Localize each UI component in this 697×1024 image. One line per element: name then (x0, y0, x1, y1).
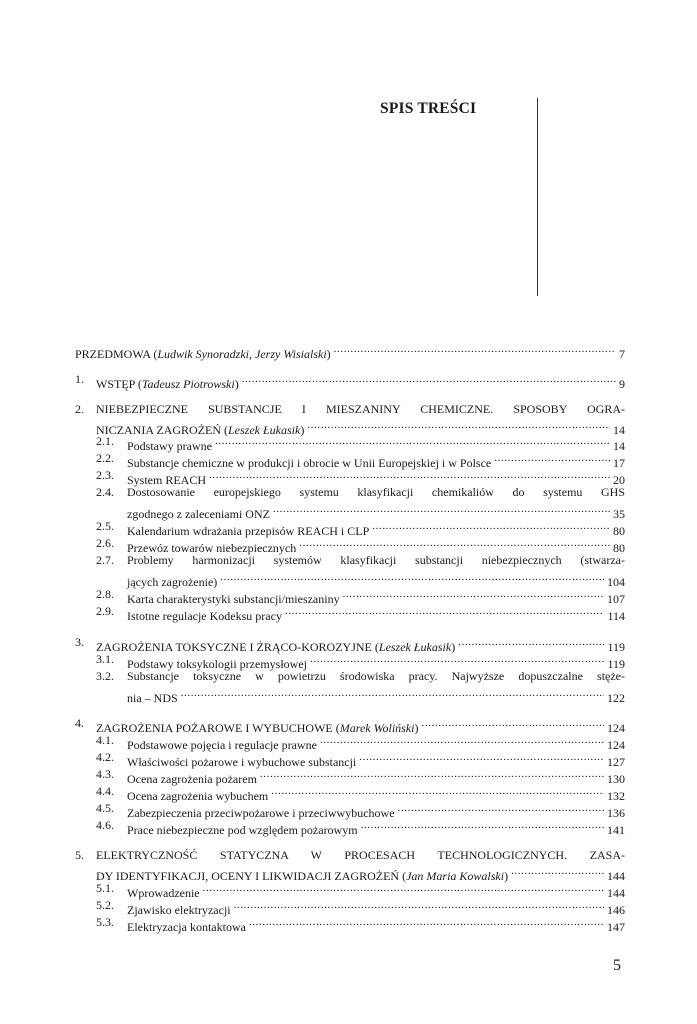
section-number: 4. (75, 716, 84, 730)
page-number: 5 (613, 957, 621, 974)
subsection-number: 2.7. (96, 553, 114, 567)
subsection-number: 3.2. (96, 669, 114, 683)
subsection-number: 2.3. (96, 468, 114, 482)
page-ref: 122 (607, 691, 625, 705)
toc-entry-2-7-line1: Problemy harmonizacji systemów klasyfikacji substancji niebezpiecznych (stwarza- (127, 553, 625, 567)
page-ref: 146 (607, 903, 625, 917)
toc-entry-4-4[interactable]: Ocena zagrożenia wybuchem ..... 132 (127, 782, 625, 800)
dot-leader (271, 782, 604, 800)
dot-leader (215, 432, 610, 450)
subsection-number: 2.2. (96, 451, 114, 465)
section-number: 1. (75, 372, 84, 386)
page-ref: 119 (607, 657, 625, 671)
page-ref: 127 (607, 755, 625, 769)
page-ref: 14 (613, 423, 625, 437)
dot-leader (181, 684, 604, 702)
toc-entry-4-1[interactable]: Podstawowe pojęcia i regulacje prawne ..... 124 (127, 731, 625, 749)
toc-entry-5-1[interactable]: Wprowadzenie ..... 144 (127, 879, 625, 897)
page-ref: 141 (607, 823, 625, 837)
dot-leader (242, 370, 616, 388)
toc-entry-2-5[interactable]: Kalendarium wdrażania przepisów REACH i CLP ..... 80 (127, 517, 625, 535)
dot-leader (220, 568, 604, 586)
page-ref: 9 (619, 377, 625, 391)
subsection-number: 4.3. (96, 767, 114, 781)
subsection-number: 2.8. (96, 587, 114, 601)
toc-entry-2-2[interactable]: Substancje chemiczne w produkcji i obrocie w Unii Europejskiej i w Polsce ..... 17 (127, 449, 625, 467)
dot-leader (494, 449, 610, 467)
page-ref: 20 (613, 473, 625, 487)
section-number: 2. (75, 402, 84, 416)
subsection-number: 4.4. (96, 784, 114, 798)
toc-entry-1[interactable]: WSTĘP (Tadeusz Piotrowski) ..... 9 (96, 370, 625, 388)
toc-entry-4-5[interactable]: Zabezpieczenia przeciwpożarowe i przeciwwybuchowe ..... 136 (127, 799, 625, 817)
dot-leader (398, 799, 604, 817)
page-ref: 80 (613, 524, 625, 538)
page-title: SPIS TREŚCI (380, 100, 477, 117)
toc-entry-4-6[interactable]: Prace niebezpieczne pod względem pożarowym ..... 141 (127, 816, 625, 834)
toc-entry-3-2-line1: Substancje toksyczne w powietrzu środowiska pracy. Najwyższe dopuszczalne stęże- (127, 669, 625, 683)
dot-leader (334, 340, 616, 358)
page-ref: 147 (607, 920, 625, 934)
section-number: 3. (75, 635, 84, 649)
dot-leader (273, 500, 610, 518)
page-ref: 35 (613, 507, 625, 521)
subsection-number: 4.2. (96, 750, 114, 764)
subsection-number: 4.6. (96, 818, 114, 832)
dot-leader (310, 650, 604, 668)
subsection-number: 2.4. (96, 485, 114, 499)
subsection-number: 5.2. (96, 898, 114, 912)
toc-entry-5-line1: ELEKTRYCZNOŚĆ STATYCZNA W PROCESACH TECHNOLOGICZNYCH. ZASA- (96, 848, 625, 862)
subsection-number: 4.1. (96, 733, 114, 747)
dot-leader (361, 816, 604, 834)
toc-entry-2-line1: NIEBEZPIECZNE SUBSTANCJE I MIESZANINY CHEMICZNE. SPOSOBY OGRA- (96, 402, 625, 416)
toc-entry-2-6[interactable]: Przewóz towarów niebezpiecznych ..... 80 (127, 534, 625, 552)
page-ref: 17 (613, 456, 625, 470)
page-ref: 80 (613, 541, 625, 555)
toc-entry-2-8[interactable]: Karta charakterystyki substancji/mieszaniny ..... 107 (127, 585, 625, 603)
toc-entry-5[interactable]: DY IDENTYFIKACJI, OCENY I LIKWIDACJI ZAGROŻEŃ (Jan Maria Kowalski) ..... 144 (96, 862, 625, 880)
toc-entry-3-2[interactable]: nia – NDS ..... 122 (127, 684, 625, 702)
page-ref: 144 (607, 869, 625, 883)
dot-leader (203, 879, 604, 897)
subsection-number: 5.1. (96, 881, 114, 895)
page-ref: 104 (607, 575, 625, 589)
page-ref: 124 (607, 721, 625, 735)
page-ref: 7 (619, 347, 625, 361)
toc-entry-5-3[interactable]: Elektryzacja kontaktowa ..... 147 (127, 913, 625, 931)
subsection-number: 3.1. (96, 652, 114, 666)
page-ref: 136 (607, 806, 625, 820)
toc-entry-3-1[interactable]: Podstawy toksykologii przemysłowej ..... 119 (127, 650, 625, 668)
toc-entry-5-2[interactable]: Zjawisko elektryzacji ..... 146 (127, 896, 625, 914)
toc-entry-2-4[interactable]: zgodnego z zaleceniami ONZ ..... 35 (127, 500, 625, 518)
toc-entry-2[interactable]: NICZANIA ZAGROŻEŃ (Leszek Łukasik) ..... 14 (96, 416, 625, 434)
dot-leader (209, 466, 610, 484)
section-number: 5. (75, 848, 84, 862)
page-ref: 107 (607, 592, 625, 606)
dot-leader (422, 714, 604, 732)
toc-entry-2-4-line1: Dostosowanie europejskiego systemu klasyfikacji chemikaliów do systemu GHS (127, 485, 625, 499)
vertical-rule (537, 98, 538, 296)
toc-entry-2-7[interactable]: jących zagrożenie) ..... 104 (127, 568, 625, 586)
toc-entry-2-9[interactable]: Istotne regulacje Kodeksu pracy ..... 114 (127, 602, 625, 620)
toc-entry-2-3[interactable]: System REACH ..... 20 (127, 466, 625, 484)
toc-entry-4-3[interactable]: Ocena zagrożenia pożarem ..... 130 (127, 765, 625, 783)
toc-entry-2-1[interactable]: Podstawy prawne ..... 14 (127, 432, 625, 450)
toc-entry-4[interactable]: ZAGROŻENIA POŻAROWE I WYBUCHOWE (Marek Woliński) ..... 124 (96, 714, 625, 732)
page-ref: 114 (607, 609, 625, 623)
dot-leader (249, 913, 604, 931)
page-ref: 14 (613, 439, 625, 453)
dot-leader (234, 896, 604, 914)
dot-leader (359, 748, 604, 766)
dot-leader (320, 731, 604, 749)
dot-leader (285, 602, 604, 620)
subsection-number: 2.5. (96, 519, 114, 533)
subsection-number: 2.1. (96, 434, 114, 448)
dot-leader (343, 585, 604, 603)
page-ref: 119 (607, 640, 625, 654)
subsection-number: 5.3. (96, 915, 114, 929)
dot-leader (372, 517, 610, 535)
subsection-number: 2.9. (96, 604, 114, 618)
toc-entry-3[interactable]: ZAGROŻENIA TOKSYCZNE I ŻRĄCO-KOROZYJNE (Leszek Łukasik) ..... 119 (96, 633, 625, 651)
page-ref: 130 (607, 772, 625, 786)
toc-entry-4-2[interactable]: Właściwości pożarowe i wybuchowe substancji ..... 127 (127, 748, 625, 766)
dot-leader (511, 862, 604, 880)
subsection-number: 4.5. (96, 801, 114, 815)
toc-entry-przedmowa[interactable]: PRZEDMOWA (Ludwik Synoradzki, Jerzy Wisialski) ..... 7 (75, 340, 625, 358)
dot-leader (458, 633, 604, 651)
dot-leader (299, 534, 610, 552)
dot-leader (260, 765, 604, 783)
subsection-number: 2.6. (96, 536, 114, 550)
page-ref: 132 (607, 789, 625, 803)
page-ref: 144 (607, 886, 625, 900)
page-ref: 124 (607, 738, 625, 752)
